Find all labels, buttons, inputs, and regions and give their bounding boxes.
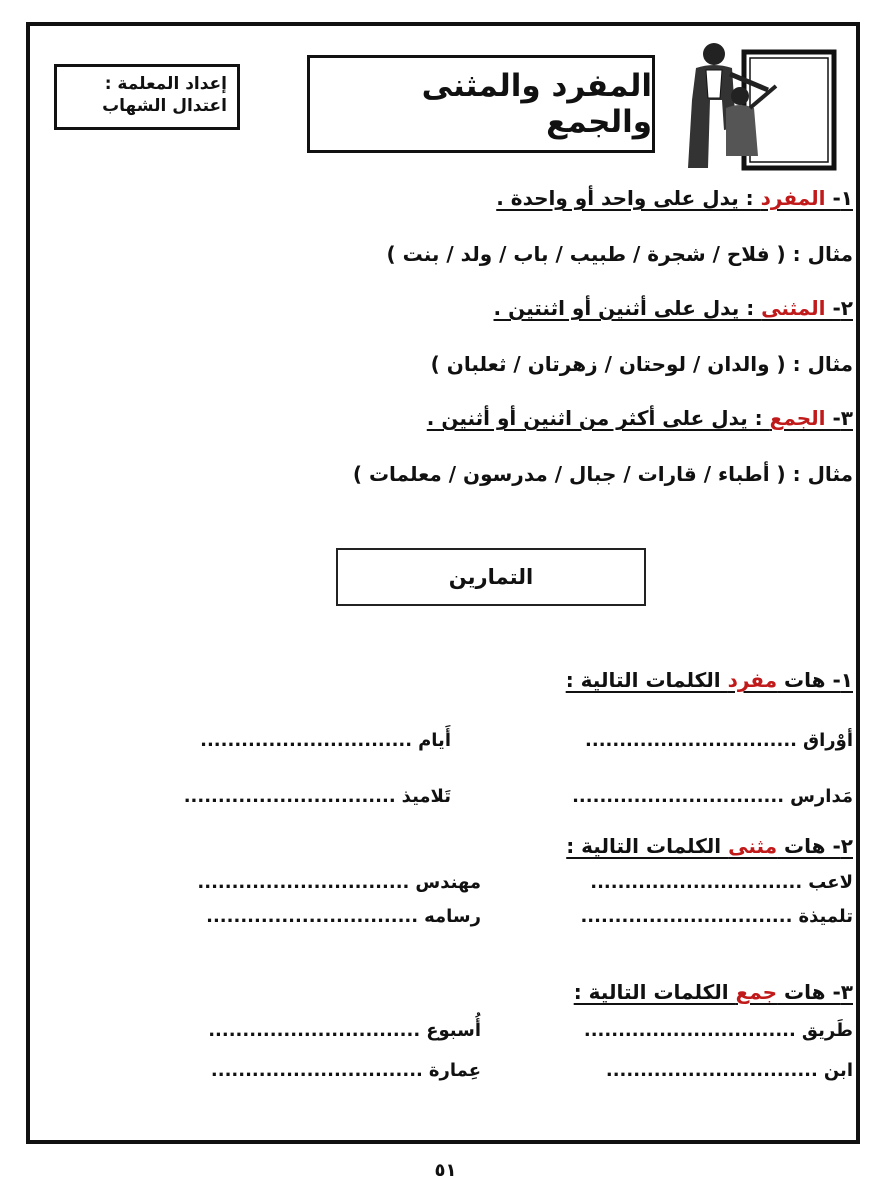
exercise-3-item: أُسبوع............................... (208, 1020, 481, 1041)
exercise-2-heading: ٢- هات مثنى الكلمات التالية : (566, 834, 853, 858)
exercises-title: التمارين (336, 548, 646, 606)
answer-blank[interactable]: ............................... (210, 1060, 423, 1081)
example-plural: مثال : ( أطباء / قارات / جبال / مدرسون / معلمات ) (352, 462, 853, 486)
author-box (54, 64, 240, 130)
exercise-2-item: تلميذة............................... (580, 906, 853, 927)
teacher-student-illustration (666, 38, 842, 174)
exercise-1-item: مَدارس............................... (572, 786, 853, 807)
answer-blank[interactable]: ............................... (206, 906, 419, 927)
answer-blank[interactable]: ............................... (183, 786, 396, 807)
exercise-3-item: عِمارة............................... (210, 1060, 481, 1081)
example-singular: مثال : ( فلاح / شجرة / طبيب / باب / ولد / بنت ) (386, 242, 853, 266)
term-singular: المفرد (760, 186, 826, 210)
definition-singular: ١- المفرد : يدل على واحد أو واحدة . (496, 186, 853, 210)
author-name: اعتدال الشهاب (102, 96, 227, 116)
exercise-2-item: رسامه............................... (206, 906, 481, 927)
answer-blank[interactable]: ............................... (583, 1020, 796, 1041)
answer-blank[interactable]: ............................... (590, 872, 803, 893)
definition-plural: ٣- الجمع : يدل على أكثر من اثنين أو أثنين . (426, 406, 853, 430)
answer-blank[interactable]: ............................... (200, 730, 413, 751)
page-title: المفرد والمثنى والجمع (307, 55, 655, 153)
exercise-1-item: أَيام............................... (200, 730, 451, 751)
answer-blank[interactable]: ............................... (208, 1020, 421, 1041)
definition-dual: ٢- المثنى : يدل على أثنين أو اثنتين . (493, 296, 853, 320)
page-number: ٥١ (434, 1160, 457, 1181)
author-label: إعداد المعلمة : (104, 74, 227, 94)
exercise-1-item: أوْراق............................... (585, 730, 853, 751)
exercise-3-item: ابن............................... (605, 1060, 853, 1081)
answer-blank[interactable]: ............................... (585, 730, 798, 751)
exercise-2-item: لاعب............................... (590, 872, 853, 893)
term-dual: المثنى (761, 296, 826, 320)
exercise-1-item: تَلاميذ............................... (183, 786, 451, 807)
answer-blank[interactable]: ............................... (197, 872, 410, 893)
exercise-2-item: مهندس............................... (197, 872, 481, 893)
exercise-1-heading: ١- هات مفرد الكلمات التالية : (565, 668, 853, 692)
answer-blank[interactable]: ............................... (572, 786, 785, 807)
example-dual: مثال : ( والدان / لوحتان / زهرتان / ثعلبان ) (430, 352, 853, 376)
answer-blank[interactable]: ............................... (580, 906, 793, 927)
exercise-3-heading: ٣- هات جمع الكلمات التالية : (573, 980, 853, 1004)
term-plural: الجمع (769, 406, 826, 430)
answer-blank[interactable]: ............................... (605, 1060, 818, 1081)
exercise-3-item: طَريق............................... (583, 1020, 853, 1041)
